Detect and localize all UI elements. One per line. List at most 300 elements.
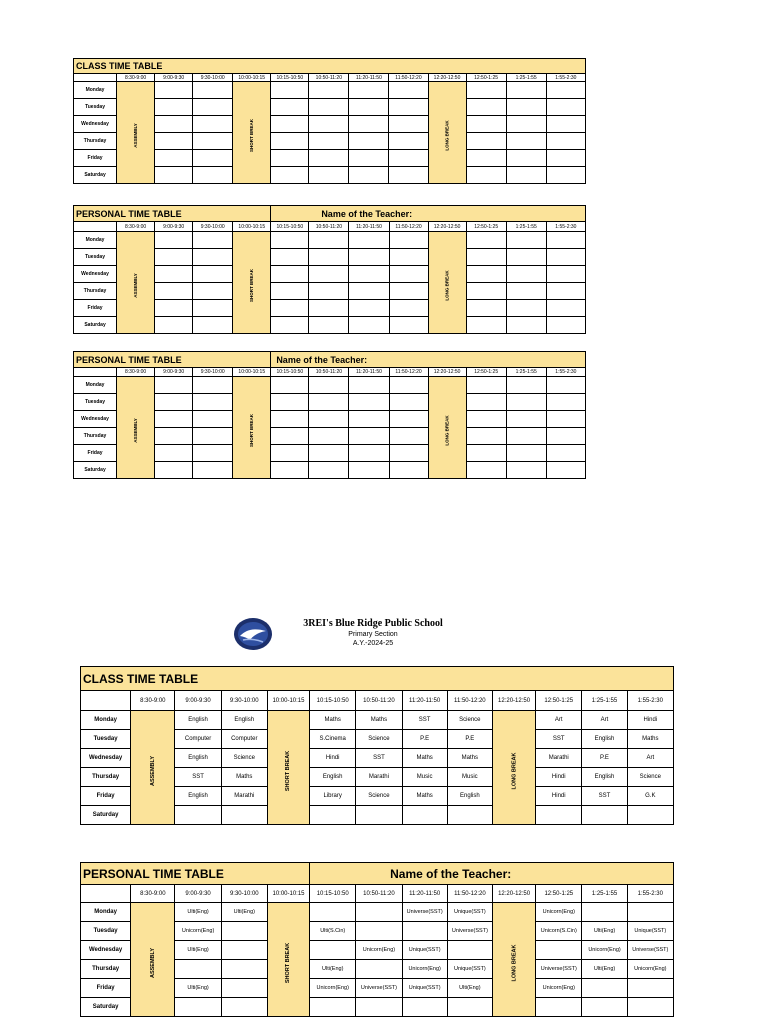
period-cell[interactable] — [546, 283, 585, 300]
period-cell[interactable] — [466, 232, 506, 249]
corner-cell — [74, 74, 117, 82]
period-cell[interactable] — [506, 266, 546, 283]
period-cell[interactable] — [193, 300, 233, 317]
period-cell[interactable]: Ulti(Eng) — [175, 903, 221, 922]
period-cell[interactable] — [582, 903, 627, 922]
period-cell[interactable] — [155, 394, 193, 411]
period-cell[interactable] — [193, 283, 233, 300]
period-cell[interactable] — [389, 116, 428, 133]
period-cell[interactable] — [349, 317, 389, 334]
period-cell[interactable] — [389, 428, 428, 445]
period-cell[interactable] — [271, 377, 309, 394]
period-cell[interactable] — [349, 411, 389, 428]
period-cell[interactable] — [349, 377, 389, 394]
period-cell[interactable] — [466, 266, 506, 283]
time-slot-header: 11:20-11:50 — [402, 691, 447, 711]
period-cell[interactable] — [389, 377, 428, 394]
period-cell[interactable]: Ulti(Eng) — [582, 960, 627, 979]
period-cell[interactable] — [506, 300, 546, 317]
day-label: Friday — [81, 787, 131, 806]
period-cell[interactable] — [466, 99, 506, 116]
period-cell[interactable] — [271, 411, 309, 428]
assembly-break-cell — [117, 82, 155, 184]
period-cell[interactable] — [506, 99, 546, 116]
period-cell[interactable] — [175, 998, 221, 1017]
period-cell[interactable] — [309, 300, 349, 317]
period-cell[interactable]: Science — [356, 730, 402, 749]
period-cell[interactable]: Maths — [221, 768, 267, 787]
period-cell[interactable] — [389, 249, 428, 266]
long-break-cell — [428, 232, 466, 334]
period-cell[interactable]: Unique(SST) — [402, 979, 447, 998]
period-cell[interactable]: Ulti(Eng) — [175, 941, 221, 960]
period-cell[interactable]: Unique(SST) — [627, 922, 673, 941]
period-cell[interactable]: SST — [536, 730, 582, 749]
time-slot-header: 9:30-10:00 — [193, 222, 233, 232]
period-cell[interactable] — [193, 82, 233, 99]
period-cell[interactable] — [627, 998, 673, 1017]
period-cell[interactable]: Music — [402, 768, 447, 787]
period-cell[interactable] — [466, 411, 506, 428]
period-cell[interactable] — [155, 283, 193, 300]
period-cell[interactable] — [309, 283, 349, 300]
period-cell[interactable] — [506, 82, 546, 99]
period-cell[interactable] — [356, 960, 402, 979]
period-cell[interactable]: Science — [356, 787, 402, 806]
period-cell[interactable] — [193, 116, 233, 133]
period-cell[interactable] — [349, 428, 389, 445]
period-cell[interactable] — [466, 462, 506, 479]
day-label: Tuesday — [74, 99, 117, 116]
period-cell[interactable] — [546, 462, 585, 479]
period-cell[interactable]: Hindi — [627, 711, 673, 730]
period-cell[interactable] — [356, 806, 402, 825]
period-cell[interactable] — [402, 922, 447, 941]
period-cell[interactable]: Maths — [627, 730, 673, 749]
period-cell[interactable]: English — [221, 711, 267, 730]
period-cell[interactable] — [466, 394, 506, 411]
period-cell[interactable] — [193, 445, 233, 462]
period-cell[interactable]: Science — [221, 749, 267, 768]
period-cell[interactable] — [309, 394, 349, 411]
school-logo-icon — [233, 616, 273, 652]
period-cell[interactable]: Science — [627, 768, 673, 787]
period-cell[interactable] — [309, 445, 349, 462]
period-cell[interactable] — [309, 99, 349, 116]
period-cell[interactable] — [271, 445, 309, 462]
period-cell[interactable] — [389, 167, 428, 184]
time-slot-header: 9:00-9:30 — [155, 222, 193, 232]
period-cell[interactable]: Unicorn(S.Cin) — [536, 922, 582, 941]
period-cell[interactable]: Ulti(Eng) — [447, 979, 492, 998]
period-cell[interactable]: Library — [310, 787, 356, 806]
period-cell[interactable]: Ulti(Eng) — [582, 922, 627, 941]
period-cell[interactable]: Unique(SST) — [447, 903, 492, 922]
time-slot-header: 12:20-12:50 — [492, 691, 535, 711]
period-cell[interactable]: Science — [447, 711, 492, 730]
period-cell[interactable]: Music — [447, 768, 492, 787]
period-cell[interactable] — [466, 150, 506, 167]
period-cell[interactable] — [309, 377, 349, 394]
teacher-name-label: Name of the Teacher: — [271, 352, 586, 368]
period-cell[interactable] — [309, 249, 349, 266]
period-cell[interactable] — [155, 266, 193, 283]
period-cell[interactable] — [349, 300, 389, 317]
period-cell[interactable] — [155, 150, 193, 167]
period-cell[interactable] — [309, 82, 349, 99]
period-cell[interactable]: Universe(SST) — [447, 922, 492, 941]
period-cell[interactable] — [546, 150, 585, 167]
period-cell[interactable] — [546, 82, 585, 99]
period-cell[interactable] — [271, 462, 309, 479]
time-slot-header: 11:50-12:20 — [389, 368, 428, 377]
period-cell[interactable]: S.Cinema — [310, 730, 356, 749]
period-cell[interactable] — [309, 232, 349, 249]
period-cell[interactable] — [310, 903, 356, 922]
period-cell[interactable] — [627, 806, 673, 825]
period-cell[interactable] — [175, 806, 221, 825]
period-cell[interactable] — [155, 167, 193, 184]
period-cell[interactable] — [193, 167, 233, 184]
period-cell[interactable]: English — [175, 787, 221, 806]
period-cell[interactable]: Art — [582, 711, 627, 730]
period-cell[interactable] — [349, 150, 389, 167]
period-cell[interactable] — [349, 232, 389, 249]
period-cell[interactable]: Unique(SST) — [402, 941, 447, 960]
period-cell[interactable] — [506, 411, 546, 428]
time-slot-header: 1:55-2:30 — [546, 222, 585, 232]
period-cell[interactable] — [402, 998, 447, 1017]
period-cell[interactable] — [546, 232, 585, 249]
period-cell[interactable] — [349, 394, 389, 411]
corner-cell — [81, 885, 131, 903]
period-cell[interactable]: Universe(SST) — [402, 903, 447, 922]
period-cell[interactable] — [193, 394, 233, 411]
period-cell[interactable] — [627, 979, 673, 998]
period-cell[interactable] — [546, 116, 585, 133]
period-cell[interactable]: Hindi — [536, 787, 582, 806]
period-cell[interactable]: English — [582, 768, 627, 787]
period-cell[interactable] — [271, 167, 309, 184]
period-cell[interactable] — [349, 266, 389, 283]
period-cell[interactable] — [466, 300, 506, 317]
period-cell[interactable] — [546, 428, 585, 445]
period-cell[interactable] — [271, 266, 309, 283]
period-cell[interactable] — [155, 377, 193, 394]
period-cell[interactable]: P.E — [402, 730, 447, 749]
period-cell[interactable]: Maths — [356, 711, 402, 730]
period-cell[interactable]: Unicorn(Eng) — [627, 960, 673, 979]
period-cell[interactable] — [546, 317, 585, 334]
table-title: CLASS TIME TABLE — [74, 59, 586, 74]
period-cell[interactable]: Unicorn(Eng) — [582, 941, 627, 960]
period-cell[interactable] — [389, 266, 428, 283]
period-cell[interactable] — [193, 133, 233, 150]
period-cell[interactable]: Ulti(Eng) — [310, 960, 356, 979]
period-cell[interactable] — [193, 428, 233, 445]
period-cell[interactable] — [546, 377, 585, 394]
period-cell[interactable] — [389, 150, 428, 167]
period-cell[interactable] — [546, 445, 585, 462]
period-cell[interactable] — [506, 150, 546, 167]
period-cell[interactable]: Art — [536, 711, 582, 730]
period-cell[interactable] — [582, 806, 627, 825]
period-cell[interactable]: English — [310, 768, 356, 787]
period-cell[interactable] — [310, 941, 356, 960]
period-cell[interactable] — [155, 82, 193, 99]
period-cell[interactable] — [546, 300, 585, 317]
period-cell[interactable] — [466, 167, 506, 184]
period-cell[interactable] — [271, 99, 309, 116]
period-cell[interactable] — [271, 317, 309, 334]
period-cell[interactable]: Unicorn(Eng) — [175, 922, 221, 941]
period-cell[interactable]: Marathi — [536, 749, 582, 768]
period-cell[interactable]: Universe(SST) — [356, 979, 402, 998]
period-cell[interactable] — [402, 806, 447, 825]
period-cell[interactable] — [506, 167, 546, 184]
period-cell[interactable] — [155, 411, 193, 428]
period-cell[interactable] — [582, 998, 627, 1017]
period-cell[interactable] — [309, 411, 349, 428]
period-cell[interactable] — [221, 960, 267, 979]
period-cell[interactable] — [309, 266, 349, 283]
period-cell[interactable] — [221, 998, 267, 1017]
period-cell[interactable] — [349, 133, 389, 150]
period-cell[interactable]: Marathi — [221, 787, 267, 806]
period-cell[interactable] — [155, 232, 193, 249]
period-cell[interactable] — [271, 150, 309, 167]
period-cell[interactable] — [271, 232, 309, 249]
period-cell[interactable] — [389, 317, 428, 334]
period-cell[interactable] — [175, 960, 221, 979]
period-cell[interactable]: Unicorn(Eng) — [310, 979, 356, 998]
period-cell[interactable]: Computer — [221, 730, 267, 749]
period-cell[interactable] — [221, 806, 267, 825]
period-cell[interactable] — [155, 428, 193, 445]
period-cell[interactable] — [309, 462, 349, 479]
assembly-break-label: ASSEMBLY — [149, 947, 156, 978]
period-cell[interactable] — [193, 317, 233, 334]
period-cell[interactable] — [193, 99, 233, 116]
period-cell[interactable]: Ulti(S.Cin) — [310, 922, 356, 941]
period-cell[interactable]: Art — [627, 749, 673, 768]
period-cell[interactable] — [349, 82, 389, 99]
period-cell[interactable] — [349, 445, 389, 462]
period-cell[interactable] — [221, 979, 267, 998]
period-cell[interactable]: Computer — [175, 730, 221, 749]
period-cell[interactable]: English — [582, 730, 627, 749]
time-slot-header: 12:50-1:25 — [466, 222, 506, 232]
period-cell[interactable] — [155, 462, 193, 479]
period-cell[interactable] — [546, 99, 585, 116]
period-cell[interactable]: Universe(SST) — [536, 960, 582, 979]
period-cell[interactable] — [546, 249, 585, 266]
period-cell[interactable] — [536, 998, 582, 1017]
period-cell[interactable] — [506, 317, 546, 334]
period-cell[interactable] — [447, 806, 492, 825]
time-slot-header: 12:50-1:25 — [466, 74, 506, 82]
period-cell[interactable] — [466, 82, 506, 99]
period-cell[interactable] — [310, 806, 356, 825]
period-cell[interactable] — [389, 411, 428, 428]
day-label: Thursday — [81, 960, 131, 979]
period-cell[interactable] — [193, 150, 233, 167]
period-cell[interactable]: Maths — [402, 749, 447, 768]
day-label: Thursday — [74, 133, 117, 150]
period-cell[interactable]: SST — [356, 749, 402, 768]
period-cell[interactable] — [271, 283, 309, 300]
period-cell[interactable]: Unicorn(Eng) — [536, 979, 582, 998]
period-cell[interactable]: Ulti(Eng) — [221, 903, 267, 922]
period-cell[interactable]: Unicorn(Eng) — [402, 960, 447, 979]
period-cell[interactable] — [155, 445, 193, 462]
period-cell[interactable] — [193, 411, 233, 428]
period-cell[interactable] — [546, 266, 585, 283]
period-cell[interactable] — [582, 979, 627, 998]
period-cell[interactable]: English — [175, 749, 221, 768]
period-cell[interactable] — [506, 428, 546, 445]
period-cell[interactable]: G.K — [627, 787, 673, 806]
period-cell[interactable] — [389, 133, 428, 150]
period-cell[interactable] — [155, 317, 193, 334]
period-cell[interactable] — [389, 82, 428, 99]
period-cell[interactable] — [349, 167, 389, 184]
period-cell[interactable] — [466, 428, 506, 445]
period-cell[interactable] — [506, 133, 546, 150]
period-cell[interactable]: English — [175, 711, 221, 730]
period-cell[interactable] — [193, 266, 233, 283]
period-cell[interactable] — [155, 249, 193, 266]
period-cell[interactable] — [447, 941, 492, 960]
period-cell[interactable] — [155, 116, 193, 133]
period-cell[interactable] — [356, 998, 402, 1017]
long-break-cell — [492, 903, 535, 1017]
period-cell[interactable] — [506, 377, 546, 394]
period-cell[interactable]: SST — [402, 711, 447, 730]
period-cell[interactable] — [309, 116, 349, 133]
period-cell[interactable] — [271, 394, 309, 411]
time-slot-header: 10:15-10:50 — [271, 222, 309, 232]
period-cell[interactable] — [546, 411, 585, 428]
period-cell[interactable] — [506, 394, 546, 411]
period-cell[interactable] — [271, 428, 309, 445]
period-cell[interactable] — [155, 99, 193, 116]
period-cell[interactable] — [309, 317, 349, 334]
period-cell[interactable]: English — [447, 787, 492, 806]
period-cell[interactable]: P.E — [582, 749, 627, 768]
period-cell[interactable] — [193, 249, 233, 266]
period-cell[interactable]: SST — [175, 768, 221, 787]
period-cell[interactable] — [309, 133, 349, 150]
period-cell[interactable] — [536, 806, 582, 825]
period-cell[interactable] — [506, 445, 546, 462]
period-cell[interactable] — [271, 82, 309, 99]
period-cell[interactable] — [447, 998, 492, 1017]
period-cell[interactable] — [506, 283, 546, 300]
period-cell[interactable] — [221, 922, 267, 941]
period-cell[interactable] — [271, 133, 309, 150]
period-cell[interactable] — [349, 462, 389, 479]
period-cell[interactable] — [466, 249, 506, 266]
period-cell[interactable]: P.E — [447, 730, 492, 749]
period-cell[interactable]: Unique(SST) — [447, 960, 492, 979]
long-break-label: LONG BREAK — [444, 119, 450, 151]
period-cell[interactable]: Maths — [447, 749, 492, 768]
period-cell[interactable] — [546, 394, 585, 411]
period-cell[interactable] — [389, 300, 428, 317]
period-cell[interactable] — [389, 462, 428, 479]
period-cell[interactable] — [271, 116, 309, 133]
period-cell[interactable] — [536, 941, 582, 960]
period-cell[interactable]: Maths — [310, 711, 356, 730]
period-cell[interactable] — [310, 998, 356, 1017]
period-cell[interactable] — [349, 99, 389, 116]
period-cell[interactable] — [155, 300, 193, 317]
time-slot-header: 9:00-9:30 — [155, 368, 193, 377]
period-cell[interactable] — [546, 133, 585, 150]
period-cell[interactable] — [627, 903, 673, 922]
table-row — [74, 377, 586, 394]
period-cell[interactable] — [389, 283, 428, 300]
period-cell[interactable]: Universe(SST) — [627, 941, 673, 960]
time-slot-header: 9:30-10:00 — [221, 885, 267, 903]
period-cell[interactable] — [389, 232, 428, 249]
period-cell[interactable] — [193, 377, 233, 394]
period-cell[interactable] — [271, 249, 309, 266]
period-cell[interactable] — [466, 445, 506, 462]
time-slot-header: 10:00-10:15 — [233, 222, 271, 232]
period-cell[interactable] — [389, 445, 428, 462]
period-cell[interactable] — [506, 116, 546, 133]
period-cell[interactable] — [349, 283, 389, 300]
period-cell[interactable]: Marathi — [356, 768, 402, 787]
period-cell[interactable] — [389, 99, 428, 116]
period-cell[interactable] — [349, 249, 389, 266]
period-cell[interactable] — [389, 394, 428, 411]
period-cell[interactable]: Maths — [402, 787, 447, 806]
period-cell[interactable]: Hindi — [536, 768, 582, 787]
period-cell[interactable]: Hindi — [310, 749, 356, 768]
period-cell[interactable] — [221, 941, 267, 960]
period-cell[interactable] — [356, 903, 402, 922]
period-cell[interactable] — [356, 922, 402, 941]
period-cell[interactable] — [193, 232, 233, 249]
period-cell[interactable] — [309, 428, 349, 445]
time-slot-header: 12:50-1:25 — [536, 885, 582, 903]
period-cell[interactable]: Ulti(Eng) — [175, 979, 221, 998]
period-cell[interactable] — [349, 116, 389, 133]
period-cell[interactable] — [546, 167, 585, 184]
period-cell[interactable] — [271, 300, 309, 317]
period-cell[interactable]: Unicorn(Eng) — [356, 941, 402, 960]
period-cell[interactable] — [193, 462, 233, 479]
period-cell[interactable] — [466, 283, 506, 300]
table-row — [74, 232, 586, 249]
period-cell[interactable] — [155, 133, 193, 150]
period-cell[interactable] — [466, 317, 506, 334]
period-cell[interactable] — [506, 462, 546, 479]
period-cell[interactable] — [506, 232, 546, 249]
period-cell[interactable] — [466, 116, 506, 133]
period-cell[interactable]: SST — [582, 787, 627, 806]
period-cell[interactable]: Unicorn(Eng) — [536, 903, 582, 922]
period-cell[interactable] — [466, 133, 506, 150]
period-cell[interactable] — [466, 377, 506, 394]
period-cell[interactable] — [309, 150, 349, 167]
day-label: Thursday — [74, 283, 117, 300]
period-cell[interactable] — [506, 249, 546, 266]
period-cell[interactable] — [309, 167, 349, 184]
